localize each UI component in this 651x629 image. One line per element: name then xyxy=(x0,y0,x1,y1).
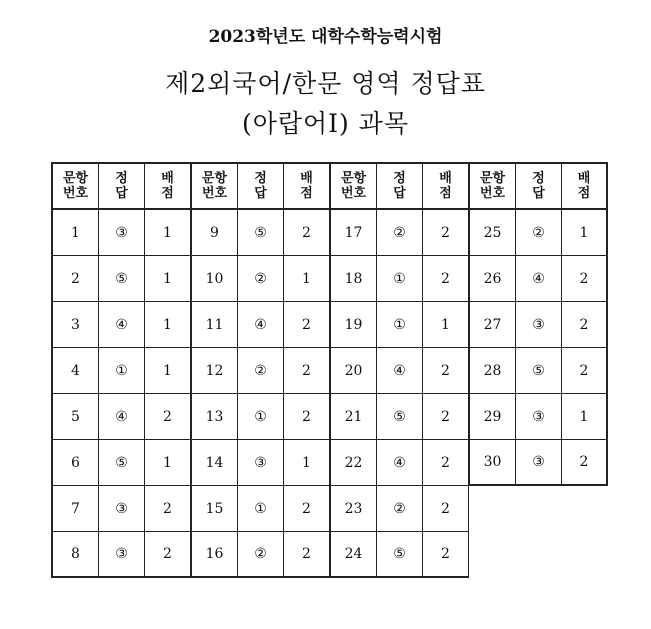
points-value: 2 xyxy=(561,347,608,394)
header-answer: 정 답 xyxy=(98,162,145,210)
answer-value: ③ xyxy=(98,209,145,256)
points-value: 2 xyxy=(422,531,469,578)
points-value: 2 xyxy=(283,301,330,348)
header-number: 문항 번호 xyxy=(329,162,377,210)
answer-value: ④ xyxy=(376,439,423,486)
question-number: 16 xyxy=(190,531,238,578)
points-value: 1 xyxy=(283,439,330,486)
answer-value: ① xyxy=(376,255,423,302)
points-value: 1 xyxy=(561,393,608,440)
answer-value: ④ xyxy=(98,393,145,440)
answer-value: ④ xyxy=(98,301,145,348)
answer-value: ⑤ xyxy=(376,393,423,440)
question-number: 18 xyxy=(329,255,377,302)
question-number: 30 xyxy=(468,439,516,486)
question-number: 11 xyxy=(190,301,238,348)
points-value: 1 xyxy=(144,301,191,348)
points-value: 2 xyxy=(144,531,191,578)
question-number: 27 xyxy=(468,301,516,348)
points-value: 2 xyxy=(422,209,469,256)
subject-title: 제2외국어/한문 영역 정답표 xyxy=(165,69,486,98)
header-points: 배 점 xyxy=(144,162,191,210)
question-number: 14 xyxy=(190,439,238,486)
question-number: 3 xyxy=(51,301,99,348)
question-number: 6 xyxy=(51,439,99,486)
points-value: 2 xyxy=(422,347,469,394)
points-value: 2 xyxy=(283,347,330,394)
question-number: 15 xyxy=(190,485,238,532)
answer-value: ② xyxy=(237,531,284,578)
question-number: 5 xyxy=(51,393,99,440)
points-value: 2 xyxy=(561,301,608,348)
answer-value: ② xyxy=(376,209,423,256)
question-number: 9 xyxy=(190,209,238,256)
answer-value: ① xyxy=(376,301,423,348)
answer-value: ② xyxy=(237,347,284,394)
answer-value: ③ xyxy=(98,485,145,532)
points-value: 1 xyxy=(561,209,608,256)
subject-name: (아랍어Ⅰ) 과목 xyxy=(241,109,410,138)
header-number: 문항 번호 xyxy=(190,162,238,210)
question-number: 2 xyxy=(51,255,99,302)
header-answer: 정 답 xyxy=(237,162,284,210)
question-number: 10 xyxy=(190,255,238,302)
points-value: 2 xyxy=(283,393,330,440)
header-points: 배 점 xyxy=(561,162,608,210)
answer-value: ③ xyxy=(237,439,284,486)
points-value: 2 xyxy=(561,255,608,302)
question-number: 28 xyxy=(468,347,516,394)
question-number: 24 xyxy=(329,531,377,578)
question-number: 23 xyxy=(329,485,377,532)
points-value: 1 xyxy=(144,439,191,486)
question-number: 19 xyxy=(329,301,377,348)
answer-value: ② xyxy=(376,485,423,532)
answer-value: ③ xyxy=(98,531,145,578)
answer-value: ③ xyxy=(515,301,562,348)
question-number: 21 xyxy=(329,393,377,440)
answer-value: ⑤ xyxy=(237,209,284,256)
question-number: 12 xyxy=(190,347,238,394)
question-number: 7 xyxy=(51,485,99,532)
answer-value: ③ xyxy=(515,393,562,440)
points-value: 2 xyxy=(144,485,191,532)
question-number: 22 xyxy=(329,439,377,486)
answer-value: ⑤ xyxy=(515,347,562,394)
question-number: 20 xyxy=(329,347,377,394)
header-number: 문항 번호 xyxy=(468,162,516,210)
header-points: 배 점 xyxy=(283,162,330,210)
points-value: 2 xyxy=(144,393,191,440)
header-points: 배 점 xyxy=(422,162,469,210)
exam-title: 2023학년도 대학수학능력시험 xyxy=(208,27,443,47)
points-value: 1 xyxy=(283,255,330,302)
points-value: 1 xyxy=(144,255,191,302)
points-value: 2 xyxy=(561,439,608,486)
header-number: 문항 번호 xyxy=(51,162,99,210)
points-value: 2 xyxy=(283,485,330,532)
question-number: 4 xyxy=(51,347,99,394)
points-value: 2 xyxy=(283,531,330,578)
points-value: 2 xyxy=(283,209,330,256)
answer-value: ⑤ xyxy=(376,531,423,578)
question-number: 1 xyxy=(51,209,99,256)
points-value: 1 xyxy=(144,209,191,256)
answer-value: ④ xyxy=(376,347,423,394)
points-value: 2 xyxy=(422,393,469,440)
points-value: 1 xyxy=(144,347,191,394)
answer-value: ② xyxy=(515,209,562,256)
question-number: 25 xyxy=(468,209,516,256)
points-value: 2 xyxy=(422,485,469,532)
answer-value: ① xyxy=(237,393,284,440)
question-number: 8 xyxy=(51,531,99,578)
question-number: 29 xyxy=(468,393,516,440)
answer-value: ③ xyxy=(515,439,562,486)
points-value: 2 xyxy=(422,255,469,302)
answer-value: ④ xyxy=(515,255,562,302)
question-number: 17 xyxy=(329,209,377,256)
header-answer: 정 답 xyxy=(515,162,562,210)
header-answer: 정 답 xyxy=(376,162,423,210)
answer-value: ① xyxy=(237,485,284,532)
question-number: 26 xyxy=(468,255,516,302)
answer-value: ① xyxy=(98,347,145,394)
answer-value: ④ xyxy=(237,301,284,348)
points-value: 1 xyxy=(422,301,469,348)
answer-value: ⑤ xyxy=(98,439,145,486)
question-number: 13 xyxy=(190,393,238,440)
answer-value: ⑤ xyxy=(98,255,145,302)
answer-value: ② xyxy=(237,255,284,302)
points-value: 2 xyxy=(422,439,469,486)
